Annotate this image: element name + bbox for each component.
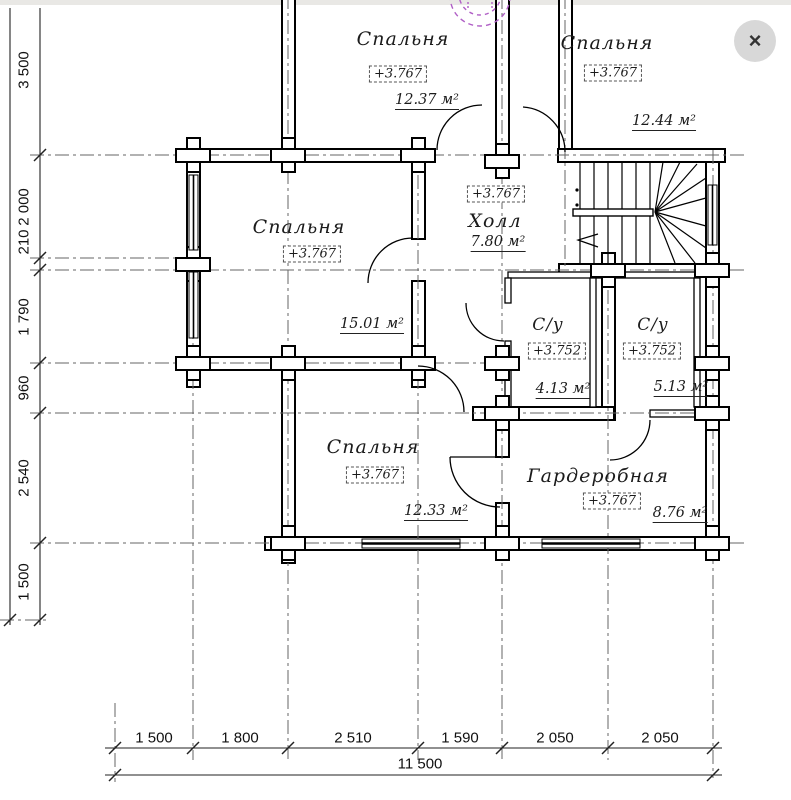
window-bedroom-bottom	[362, 539, 460, 548]
dim-bottom-2050-a: 2 050	[536, 729, 574, 747]
dim-bottom-1590: 1 590	[441, 729, 479, 747]
elevation-bedroom-top-right: +3.767	[584, 65, 642, 82]
area-bedroom-bottom: 12.33 м²	[404, 503, 468, 519]
room-name-bedroom-mid-left: Спальня	[252, 216, 346, 238]
area-hall: 7.80 м²	[470, 234, 526, 250]
area-bathroom-left: 4.13 м²	[535, 381, 591, 397]
dim-bottom-total-11500: 11 500	[397, 755, 443, 773]
dim-left-960: 960	[15, 375, 33, 401]
close-button[interactable]	[734, 20, 776, 62]
dim-left-1500: 1 500	[15, 563, 33, 601]
dim-left-1790: 1 790	[15, 298, 33, 336]
dim-left-2000: 2 000	[15, 188, 33, 226]
door-bathroom-left	[466, 303, 504, 341]
elevation-hall: +3.767	[467, 186, 525, 203]
room-name-bedroom-top-left: Спальня	[356, 28, 450, 50]
dim-bottom-2510: 2 510	[334, 729, 372, 747]
door-bathroom-right-to-wardrobe	[610, 420, 650, 460]
room-name-wardrobe: Гардеробная	[527, 465, 669, 487]
dim-bottom-2050-b: 2 050	[641, 729, 679, 747]
window-left-upper	[189, 175, 198, 250]
door-hall-to-bedroom-top-left	[437, 105, 482, 150]
stair-direction-arrow	[578, 234, 598, 247]
window-wardrobe	[542, 539, 640, 548]
area-bedroom-top-left: 12.37 м²	[395, 92, 459, 108]
staircase	[573, 162, 706, 263]
close-icon: ×	[748, 28, 762, 53]
elevation-bedroom-mid-left: +3.767	[283, 246, 341, 263]
dim-bottom-1500: 1 500	[135, 729, 173, 747]
window-left-lower	[189, 272, 198, 338]
elevation-wardrobe: +3.767	[583, 493, 641, 510]
room-name-bedroom-bottom: Спальня	[326, 436, 420, 458]
door-bedroom-bottom-to-wardrobe	[450, 457, 500, 507]
room-name-hall: Холл	[468, 210, 522, 232]
area-bathroom-right: 5.13 м²	[653, 379, 709, 395]
dim-bottom-1800: 1 800	[221, 729, 259, 747]
area-wardrobe: 8.76 м²	[652, 505, 708, 521]
door-hall-to-bedroom-mid-left	[368, 238, 413, 283]
elevation-bathroom-left: +3.752	[528, 343, 586, 360]
dim-left-210: 210	[15, 229, 33, 255]
elevation-bedroom-top-left: +3.767	[369, 66, 427, 83]
area-bedroom-top-right: 12.44 м²	[632, 113, 696, 129]
elevation-bathroom-right: +3.752	[623, 343, 681, 360]
dim-left-2540: 2 540	[15, 459, 33, 497]
window-stair	[708, 185, 717, 245]
elevation-bedroom-bottom: +3.767	[346, 467, 404, 484]
room-name-bathroom-right: С/у	[637, 315, 669, 335]
area-bedroom-mid-left: 15.01 м²	[340, 316, 404, 332]
dim-left-3500: 3 500	[15, 51, 33, 89]
room-name-bathroom-left: С/у	[532, 315, 564, 335]
room-name-bedroom-top-right: Спальня	[560, 32, 654, 54]
